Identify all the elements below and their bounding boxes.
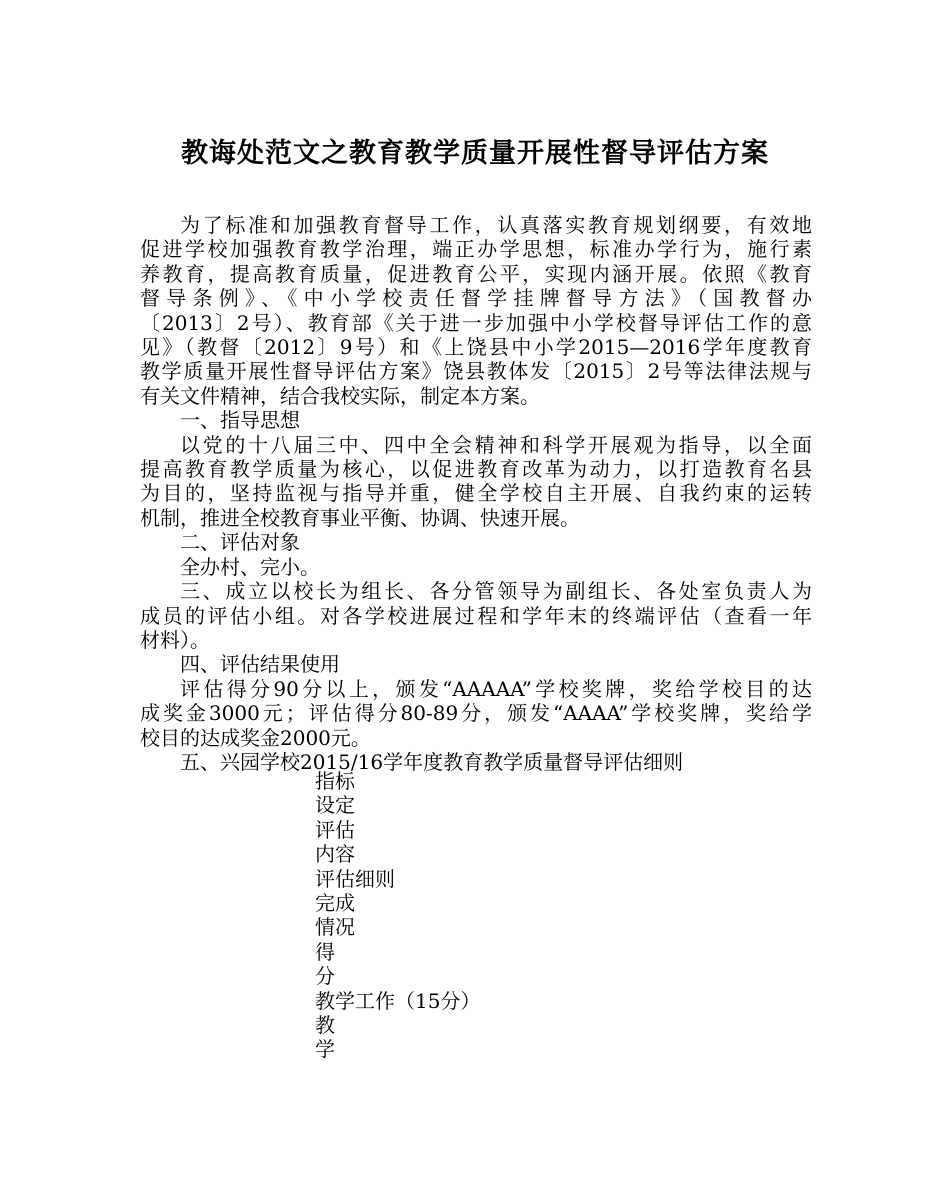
evaluation-table-fragments xyxy=(315,769,480,1062)
section-heading-evaluation-target: 二、评估对象 xyxy=(180,530,300,555)
table-cell-text: 教学工作（15分） xyxy=(315,988,481,1013)
section4-paragraph xyxy=(140,677,812,750)
table-cell-text: 情况 xyxy=(315,915,355,940)
intro-line: 促进学校加强教育教学治理，端正办学思想，标准办学行为，施行素 xyxy=(140,237,812,262)
section-heading-evaluation-rules: 五、兴园学校2015/16学年度教育教学质量督导评估细则 xyxy=(180,749,684,774)
table-cell-text: 学 xyxy=(315,1037,335,1062)
section4-line: 评估得分90分以上，颁发“AAAAA”学校奖牌，奖给学校目的达 xyxy=(180,676,812,701)
intro-line: 有关文件精神，结合我校实际，制定本方案。 xyxy=(140,383,540,408)
document-title: 教诲处范文之教育教学质量开展性督导评估方案 xyxy=(181,138,769,169)
section2-text: 全办村、完小。 xyxy=(180,554,320,579)
table-cell-text: 教 xyxy=(315,1013,335,1038)
section4-line: 校目的达成奖金2000元。 xyxy=(140,725,371,750)
table-cell-text: 内容 xyxy=(315,842,355,867)
table-cell-text: 指标 xyxy=(315,769,355,793)
table-cell-text: 评估 xyxy=(315,817,355,842)
table-cell-text: 完成 xyxy=(315,891,355,916)
intro-paragraph xyxy=(140,213,812,408)
document-body xyxy=(140,213,812,774)
section3-line: 三、成立以校长为组长、各分管领导为副组长、各处室负责人为 xyxy=(180,579,812,604)
section4-line: 成奖金3000元；评估得分80-89分，颁发“AAAA”学校奖牌，奖给学 xyxy=(140,701,812,726)
intro-line: 见》（教督〔2012〕9号）和《上饶县中小学2015—2016学年度教育 xyxy=(140,335,812,360)
intro-line: 养教育，提高教育质量，促进教育公平，实现内涵开展。依照《教育 xyxy=(140,261,812,286)
table-cell-text: 设定 xyxy=(315,793,355,818)
section1-paragraph xyxy=(140,433,812,531)
table-cell-text: 分 xyxy=(315,964,335,989)
intro-line: 督导条例》、《中小学校责任督学挂牌督导方法》（国教督办 xyxy=(140,286,812,311)
intro-line: 为了标准和加强教育督导工作，认真落实教育规划纲要，有效地 xyxy=(180,213,812,237)
section-heading-guiding-thought: 一、指导思想 xyxy=(180,408,300,433)
section1-line: 为目的，坚持监视与指导并重，健全学校自主开展、自我约束的运转 xyxy=(140,481,812,506)
intro-line: 教学质量开展性督导评估方案》饶县教体发〔2015〕2号等法律法规与 xyxy=(140,359,812,384)
intro-line: 〔2013〕2号）、教育部《关于进一步加强中小学校督导评估工作的意 xyxy=(140,310,812,335)
section3-line: 材料）。 xyxy=(140,627,210,652)
table-cell-text: 得 xyxy=(315,939,335,964)
table-cell-text: 评估细则 xyxy=(315,866,395,891)
section3-line: 成员的评估小组。对各学校进展过程和学年末的终端评估（查看一年 xyxy=(140,603,812,628)
section-heading-result-usage: 四、评估结果使用 xyxy=(180,652,340,677)
section3-paragraph xyxy=(140,579,812,652)
section1-line: 机制，推进全校教育事业平衡、协调、快速开展。 xyxy=(140,505,580,530)
section1-line: 以党的十八届三中、四中全会精神和科学开展观为指导，以全面 xyxy=(180,432,812,457)
section1-line: 提高教育教学质量为核心，以促进教育改革为动力，以打造教育名县 xyxy=(140,457,812,482)
